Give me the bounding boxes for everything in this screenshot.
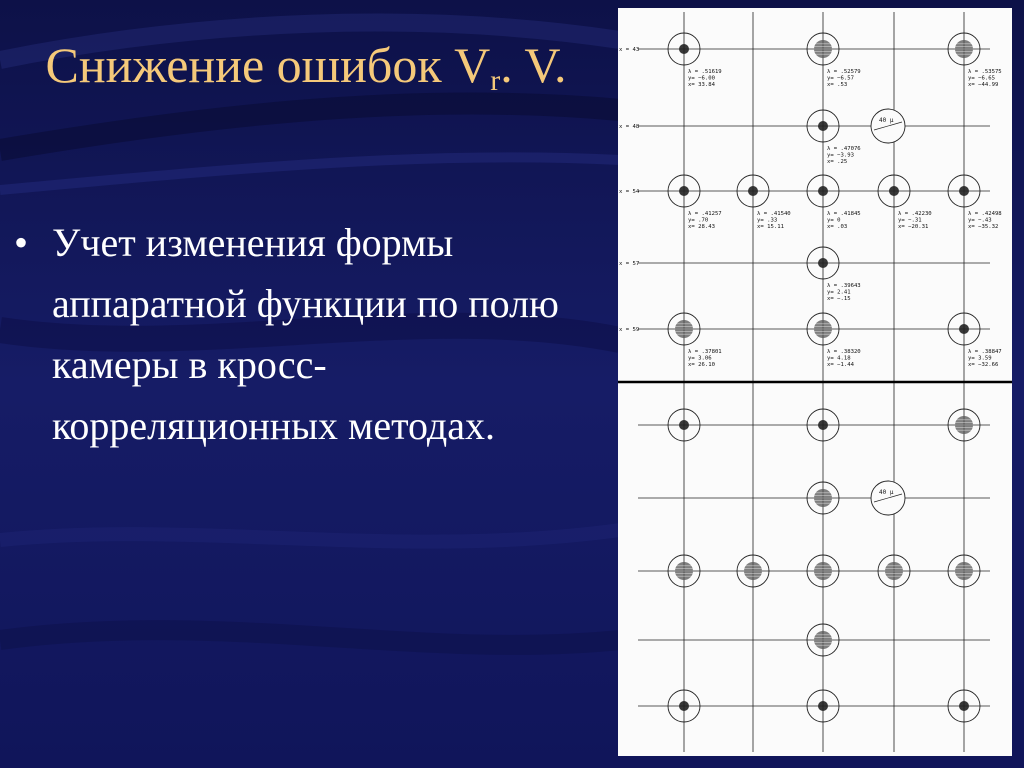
- spot-label: x= −32.66: [968, 362, 999, 368]
- spot-diagram: [618, 8, 1012, 756]
- title-main: Снижение ошибок V: [45, 37, 491, 93]
- spot-label: λ = .37801: [688, 349, 722, 355]
- svg-text:40 μ: 40 μ: [879, 117, 894, 124]
- spot-label: y= −.43: [968, 217, 992, 224]
- spot-label: x= .03: [827, 224, 848, 230]
- spot-label: x= −.15: [827, 296, 851, 302]
- spot-label: x= 15.11: [757, 224, 784, 230]
- scale-marker: [871, 109, 905, 143]
- spot-label: x= 26.10: [688, 362, 715, 368]
- spot-label: y= −.31: [898, 217, 922, 224]
- spot-label: y= −6.57: [827, 75, 854, 82]
- row-label: x = 57: [619, 261, 640, 267]
- spot-label: y= .70: [688, 217, 709, 224]
- row-label: x = 43: [619, 47, 640, 53]
- spot-label: x= 28.43: [688, 224, 715, 230]
- spot-label: y= −6.65: [968, 75, 995, 82]
- svg-text:40 μ: 40 μ: [879, 489, 894, 496]
- spot-label: y= 3.06: [688, 355, 712, 362]
- spot-label: λ = .41540: [757, 211, 791, 217]
- row-label: x = 48: [619, 124, 640, 130]
- spot-label: y= 0: [827, 217, 841, 224]
- spot-label: λ = .53575: [968, 69, 1002, 75]
- spot-label: x= −44.99: [968, 82, 999, 88]
- title-subscript: r: [490, 64, 501, 97]
- spot-label: x= .25: [827, 159, 848, 165]
- spot-label: x= −35.32: [968, 224, 999, 230]
- spot-label: λ = .51619: [688, 69, 722, 75]
- spot-label: λ = .52579: [827, 69, 861, 75]
- spot-label: x= −20.31: [898, 224, 929, 230]
- spot-label: λ = .38320: [827, 349, 861, 355]
- spot-label: λ = .38847: [968, 349, 1002, 355]
- bullet-text: Учет изменения формы аппаратной функции по полю камеры в кросс-корреляционных методах.: [52, 220, 559, 448]
- row-label: x = 59: [619, 327, 640, 333]
- spot-label: λ = .41257: [688, 211, 722, 217]
- title-end: . V.: [500, 37, 567, 93]
- row-label: x = 54: [619, 189, 640, 195]
- spot-label: x= 33.84: [688, 82, 715, 88]
- spot-label: λ = .39643: [827, 283, 861, 289]
- spot-diagram-image: [618, 8, 1012, 756]
- spot-label: y= 3.59: [968, 355, 992, 362]
- spot-label: y= 4.18: [827, 355, 851, 362]
- spot-label: λ = .42230: [898, 211, 932, 217]
- bullet-marker: •: [14, 220, 29, 265]
- spot-label: λ = .42498: [968, 211, 1002, 217]
- spot-label: λ = .41845: [827, 211, 861, 217]
- spot-label: y= .33: [757, 217, 778, 224]
- spot-label: y= −3.93: [827, 152, 854, 159]
- slide-title: [0, 28, 612, 118]
- spot-label: λ = .47076: [827, 146, 861, 152]
- scale-marker: [871, 481, 905, 515]
- spot-label: x= .53: [827, 82, 848, 88]
- spot-label: x= −1.44: [827, 362, 854, 368]
- spot-label: y= 2.41: [827, 289, 851, 296]
- spot-label: y= −6.00: [688, 75, 715, 82]
